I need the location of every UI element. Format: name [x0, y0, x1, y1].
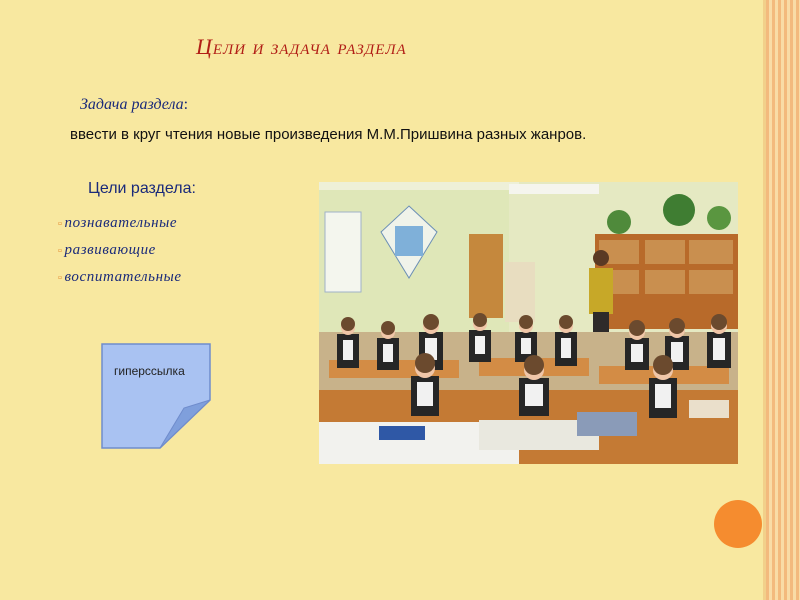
goal-item-educational — [58, 264, 182, 291]
slide-title: Цели и задача раздела — [196, 34, 407, 59]
goal-item-cognitive — [58, 210, 182, 237]
hyperlink-label[interactable]: гиперссылка — [114, 364, 185, 378]
classroom-photo — [319, 182, 738, 464]
goal-label: развивающие — [64, 242, 156, 258]
sticky-note-icon — [100, 342, 212, 450]
task-label: Задача раздела — [80, 96, 184, 113]
hyperlink-card[interactable] — [100, 342, 212, 450]
bullet-icon: ▫ — [58, 272, 63, 284]
decorative-stripe — [766, 0, 800, 600]
classroom-photo-image — [319, 182, 738, 464]
decorative-circle — [714, 500, 762, 548]
bullet-icon: ▫ — [58, 245, 63, 257]
task-description: ввести в круг чтения новые произведения М.М.Пришвина разных жанров. — [70, 126, 587, 143]
goals-list — [58, 210, 182, 291]
task-colon: : — [183, 96, 189, 113]
goal-label: воспитательные — [64, 269, 182, 285]
goal-item-developing — [58, 237, 182, 264]
task-heading — [80, 96, 188, 114]
goals-heading: Цели раздела: — [88, 180, 196, 197]
bullet-icon: ▫ — [58, 218, 63, 230]
goal-label: познавательные — [64, 215, 178, 231]
